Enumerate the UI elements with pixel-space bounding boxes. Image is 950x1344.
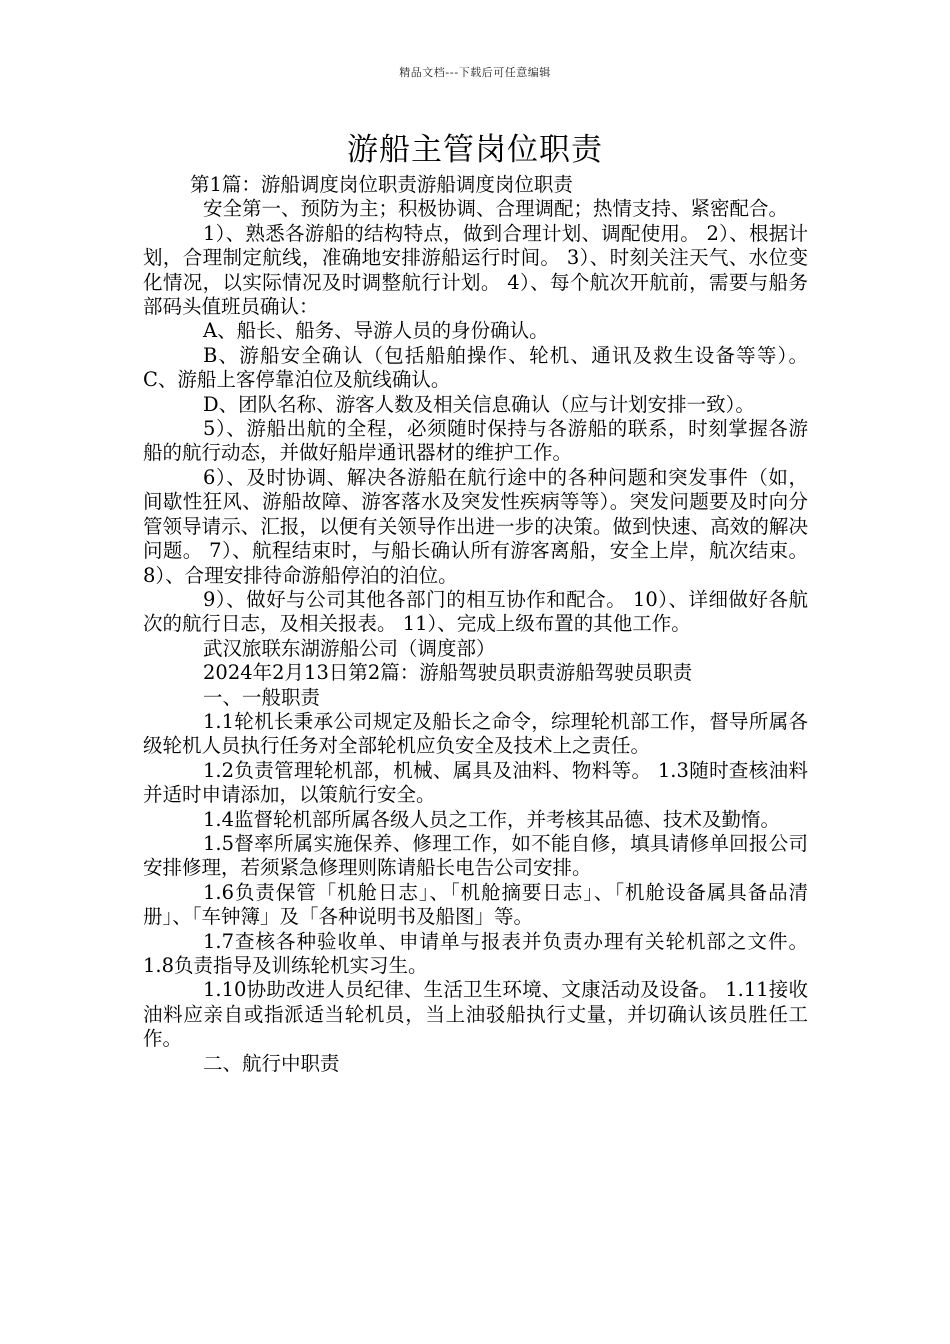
- paragraph: 1.6负责保管「机舱日志」、「机舱摘要日志」、「机舱设备属具备品清册」、「车钟簿」及「各种说明书及船图」等。: [143, 880, 808, 929]
- paragraph: 1.5督率所属实施保养、修理工作，如不能自修，填具请修单回报公司安排修理，若须紧急修理则陈请船长电告公司安排。: [143, 831, 808, 880]
- paragraph: 1.2负责管理轮机部，机械、属具及油料、物料等。 1.3随时查核油料并适时申请添加，以策航行安全。: [143, 758, 808, 807]
- paragraph: D、团队名称、游客人数及相关信息确认（应与计划安排一致）。: [203, 392, 755, 416]
- paragraph: 6）、及时协调、解决各游船在航行途中的各种问题和突发事件（如，间歇性狂风、游船故障、游客落水及突发性疾病等等）。突发问题要及时向分管领导请示、汇报，以便有关领导作出进一步的决策。做到快速、高效的解决问题。 7）、航程结束时，与船长确认所有游客离船，安全上岸，航次结束。 8）、合理安排待命游船停泊的泊位。: [143, 465, 808, 587]
- paragraph: 1.4监督轮机部所属各级人员之工作，并考核其品德、技术及勤惰。: [203, 807, 781, 831]
- paragraph: 1）、熟悉各游船的结构特点，做到合理计划、调配使用。 2）、根据计划，合理制定航线，准确地安排游船运行时间。 3）、时刻关注天气、水位变化情况，以实际情况及时调整航行计划。 4）、每个航次开航前，需要与船务部码头值班员确认：: [143, 221, 808, 319]
- date-and-section-heading-2: 2024年2月13日第2篇：游船驾驶员职责游船驾驶员职责: [203, 661, 693, 685]
- paragraph: 5）、游船出航的全程，必须随时保持与各游船的联系，时刻掌握各游船的航行动态，并做好船岸通讯器材的维护工作。: [143, 417, 808, 465]
- subsection-heading: 二、航行中职责: [203, 1051, 340, 1075]
- document-body: [143, 173, 808, 1076]
- section-heading-1: 第1篇：游船调度岗位职责游船调度岗位职责: [190, 173, 573, 196]
- paragraph: 1.7查核各种验收单、申请单与报表并负责办理有关轮机部之文件。 1.8负责指导及训练轮机实习生。: [143, 929, 808, 977]
- paragraph: 1.10协助改进人员纪律、生活卫生环境、文康活动及设备。 1.11接收油料应亲自或指派适当轮机员，当上油驳船执行丈量，并切确认该员胜任工作。: [143, 978, 808, 1051]
- document-title: 游船主管岗位职责: [347, 132, 603, 168]
- page-header: 精品文档---下载后可任意编辑: [399, 66, 551, 79]
- paragraph: B、游船安全确认（包括船舶操作、轮机、通讯及救生设备等等）。 C、游船上客停靠泊位及航线确认。: [143, 343, 808, 392]
- paragraph: 安全第一、预防为主；积极协调、合理调配；热情支持、紧密配合。: [203, 197, 789, 221]
- signature-company: 武汉旅联东湖游船公司（调度部）: [203, 636, 496, 660]
- subsection-heading: 一、一般职责: [203, 685, 321, 709]
- paragraph: 9）、做好与公司其他各部门的相互协作和配合。 10）、详细做好各航次的航行日志，及相关报表。 11）、完成上级布置的其他工作。: [143, 587, 808, 636]
- paragraph: A、船长、船务、导游人员的身份确认。: [203, 319, 549, 343]
- paragraph: 1.1轮机长秉承公司规定及船长之命令，综理轮机部工作，督导所属各级轮机人员执行任务对全部轮机应负安全及技术上之责任。: [143, 709, 808, 758]
